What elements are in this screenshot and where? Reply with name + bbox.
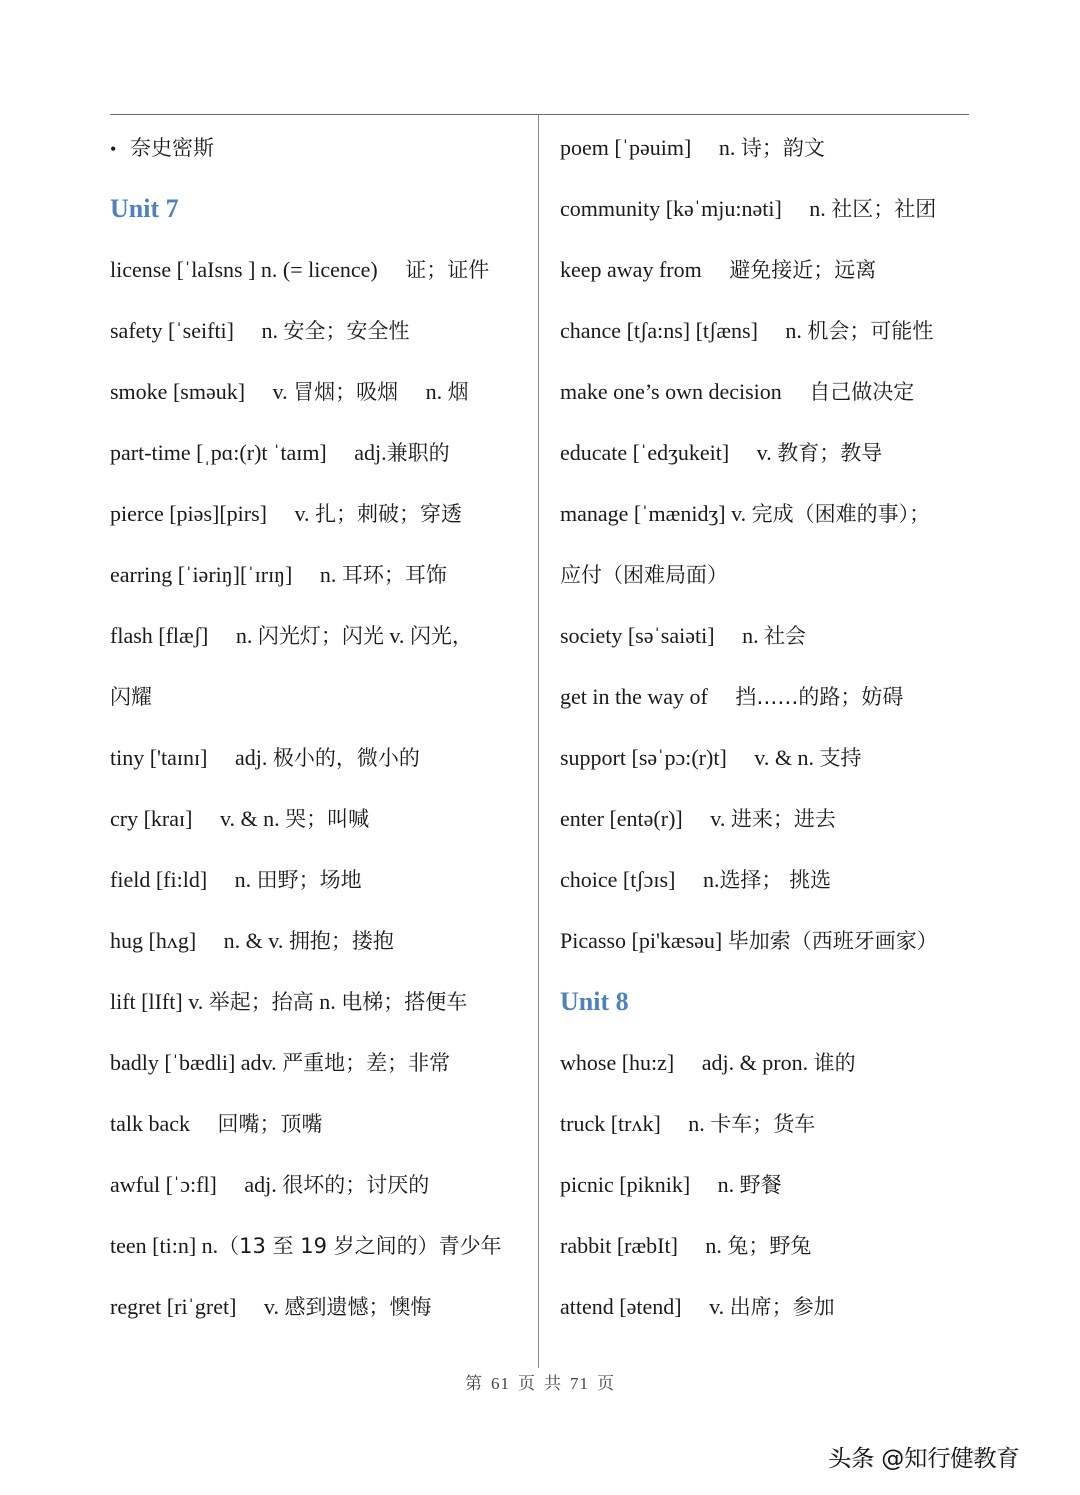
unit-8-heading-row: [560, 971, 980, 1032]
vocab-meaning: （13 至 19 岁之间的）青少年: [218, 1234, 502, 1258]
vocab-entry: [560, 1093, 980, 1154]
vocab-word: enter: [560, 806, 604, 831]
vocab-pos: v.: [709, 1294, 725, 1319]
vocab-word: support: [560, 745, 626, 770]
vocab-ipa: [lIft]: [141, 989, 183, 1014]
vocab-pos: n.: [742, 623, 759, 648]
vocab-ipa: [səˈpɔ:(r)t]: [631, 745, 727, 770]
vocab-meaning: 兼职的: [386, 441, 450, 465]
vocab-pos: n.: [261, 318, 278, 343]
vocab-entry: [560, 422, 980, 483]
vocab-entry: [110, 239, 530, 300]
vocab-ipa: [səˈsaiəti]: [627, 623, 715, 648]
vocab-word: picnic: [560, 1172, 614, 1197]
vocab-pos: v.: [756, 440, 772, 465]
vocab-word: community: [560, 196, 661, 221]
vocab-ipa: [kəˈmju:nəti]: [665, 196, 782, 221]
vocab-pos-2: n.: [425, 379, 443, 404]
vocab-entry: [110, 1093, 530, 1154]
vocab-meaning: 完成（困难的事）；: [751, 502, 931, 526]
footer-prefix: 第: [465, 1374, 483, 1393]
vocab-ipa: [ˈlaIsns ]: [176, 257, 256, 282]
vocab-entry: [560, 361, 980, 422]
vocab-meaning: 社会: [764, 624, 807, 648]
vocab-meaning: 闪光灯；闪光: [257, 624, 384, 648]
vocab-word: get in the way of: [560, 684, 708, 709]
vocab-pos: n.: [717, 1172, 735, 1197]
vocab-meaning: 卡车；货车: [710, 1112, 816, 1136]
vocab-pos: n.: [702, 867, 720, 892]
vocab-entry: [560, 117, 980, 178]
vocab-word: teen: [110, 1233, 147, 1258]
vocab-word: tiny: [110, 745, 145, 770]
vocab-word: awful: [110, 1172, 161, 1197]
vocab-pos: n. (= licence): [260, 257, 378, 282]
vocab-word: earring: [110, 562, 173, 587]
vocab-pos: n. & v.: [223, 928, 284, 953]
vocab-meaning: 感到遗憾；懊悔: [284, 1295, 432, 1319]
vocab-meaning: 拥抱；搂抱: [288, 929, 394, 953]
vocab-meaning: 毕加索（西班牙画家）: [727, 929, 938, 953]
vocab-meaning: 机会；可能性: [807, 319, 934, 343]
vocab-meaning-2: 电梯；搭便车: [341, 990, 468, 1014]
vocab-pos: adj.: [234, 745, 268, 770]
vocab-word: chance: [560, 318, 622, 343]
vocab-meaning: 很坏的；讨厌的: [282, 1173, 430, 1197]
vocab-ipa: [piknik]: [619, 1172, 691, 1197]
vocab-word: badly: [110, 1050, 159, 1075]
vocab-ipa: [flæʃ]: [158, 623, 209, 648]
vocab-entry: [110, 483, 530, 544]
vocab-pos: v.: [731, 501, 747, 526]
vocab-word: hug: [110, 928, 143, 953]
vocab-entry: [560, 1276, 980, 1337]
vocab-meaning: 兔；野兔: [727, 1234, 812, 1258]
vocab-meaning: 田野；场地: [256, 868, 362, 892]
current-page-number: 61: [491, 1374, 510, 1393]
vocab-entry: [110, 727, 530, 788]
vocab-ipa: [ti:n]: [152, 1233, 197, 1258]
vocab-word: license: [110, 257, 172, 282]
vocab-ipa: [sməuk]: [172, 379, 246, 404]
vocab-ipa: [fi:ld]: [155, 867, 208, 892]
vocab-entry: [110, 971, 530, 1032]
vocab-pos: adj.: [244, 1172, 277, 1197]
vocab-ipa: [riˈgret]: [166, 1294, 237, 1319]
vocab-ipa: [pi'kæsəu]: [631, 928, 723, 953]
vocab-ipa: [tʃɔɪs]: [622, 867, 676, 892]
vocab-pos: v.: [710, 806, 726, 831]
vocab-ipa: [ətend]: [619, 1294, 682, 1319]
vocab-word: rabbit: [560, 1233, 612, 1258]
vocab-ipa: [ˈseifti]: [168, 318, 234, 343]
footer-page-word: 页: [518, 1374, 536, 1393]
vocab-ipa: [kraɪ]: [143, 806, 193, 831]
vocab-pos: adj.: [354, 440, 387, 465]
vocab-entry: [560, 1032, 980, 1093]
vocab-pos: n.: [785, 318, 802, 343]
column-divider: [538, 115, 539, 1368]
vocab-ipa: [tʃa:ns] [tʃæns]: [626, 318, 758, 343]
vocab-meaning: 举起；抬高: [208, 990, 314, 1014]
vocab-entry: [560, 788, 980, 849]
vocab-word: safety: [110, 318, 163, 343]
footer-total-word: 共: [544, 1374, 562, 1393]
unit-7-heading: Unit 7: [110, 194, 179, 223]
vocab-entry: [110, 788, 530, 849]
vocab-word: educate: [560, 440, 628, 465]
vocab-meaning: 谁的: [813, 1051, 856, 1075]
vocab-ipa: [ˈbædli]: [164, 1050, 236, 1075]
vocab-entry: [560, 1215, 980, 1276]
vocab-meaning: 进来；进去: [730, 807, 836, 831]
vocab-pos: adv.: [240, 1050, 277, 1075]
vocab-entry: [560, 727, 980, 788]
vocab-pos: n.: [688, 1111, 705, 1136]
vocab-meaning: 教育；教导: [777, 441, 883, 465]
vocab-word: truck: [560, 1111, 606, 1136]
vocab-meaning: 扎；刺破；穿透: [315, 502, 463, 526]
vocab-word: choice: [560, 867, 618, 892]
vocab-meaning: 耳环；耳饰: [341, 563, 447, 587]
vocab-word: regret: [110, 1294, 162, 1319]
vocab-word: poem: [560, 135, 609, 160]
vocab-pos: n.: [809, 196, 826, 221]
bullet-text: 奈史密斯: [130, 136, 214, 160]
vocab-pos-2: n.: [319, 989, 336, 1014]
vocab-entry: [560, 300, 980, 361]
vocab-meaning: 支持: [819, 746, 862, 770]
bullet-icon: •: [110, 139, 117, 159]
vocab-pos: v.: [294, 501, 310, 526]
vocab-pos-2: v.: [389, 623, 405, 648]
vocab-word: make one’s own decision: [560, 379, 782, 404]
vocab-pos: adj. & pron.: [701, 1050, 809, 1075]
vocab-word: Picasso: [560, 928, 626, 953]
vocab-word: manage: [560, 501, 629, 526]
bullet-item: [110, 117, 530, 178]
unit-8-heading: Unit 8: [560, 987, 629, 1016]
vocab-entry: [110, 544, 530, 605]
total-pages-number: 71: [570, 1374, 589, 1393]
vocab-word: talk back: [110, 1111, 191, 1136]
vocab-word: part-time: [110, 440, 191, 465]
unit-7-heading-row: [110, 178, 530, 239]
vocab-pos: v. & n.: [754, 745, 814, 770]
vocab-entry: [560, 1154, 980, 1215]
vocab-meaning: 避免接近；远离: [729, 258, 877, 282]
vocab-word: attend: [560, 1294, 614, 1319]
vocab-word: cry: [110, 806, 139, 831]
vocab-pos: n.: [718, 135, 736, 160]
vocab-ipa: [ˌpɑ:(r)t ˈtaɪm]: [196, 440, 327, 465]
vocab-entry: [110, 1215, 530, 1276]
vocab-entry-continuation: [560, 544, 980, 605]
vocab-ipa: [ˈedʒukeit]: [632, 440, 730, 465]
header-rule: [110, 114, 969, 115]
vocab-ipa: ['taɪnɪ]: [149, 745, 208, 770]
vocab-entry: [560, 483, 980, 544]
vocab-word: smoke: [110, 379, 168, 404]
vocab-word: whose: [560, 1050, 617, 1075]
vocab-word: pierce: [110, 501, 164, 526]
vocab-meaning: 野餐: [739, 1173, 782, 1197]
vocab-word: keep away from: [560, 257, 702, 282]
vocab-meaning: 证；证件: [405, 258, 490, 282]
vocab-entry: [110, 1032, 530, 1093]
vocab-pos: v.: [188, 989, 204, 1014]
vocab-meaning: 出席；参加: [729, 1295, 835, 1319]
vocab-meaning: 严重地；差；非常: [282, 1051, 451, 1075]
vocab-entry: [110, 1154, 530, 1215]
vocab-entry: [110, 849, 530, 910]
vocab-ipa: [ræbIt]: [616, 1233, 678, 1258]
vocab-pos: n.: [235, 623, 253, 648]
vocab-pos: n.: [705, 1233, 722, 1258]
vocab-ipa: [hu:z]: [621, 1050, 675, 1075]
vocab-meaning: 哭；叫喊: [285, 807, 370, 831]
vocab-pos: v.: [272, 379, 288, 404]
vocab-entry-continuation: [110, 666, 530, 727]
vocab-meaning-2: 烟: [447, 380, 469, 404]
vocab-meaning: 挡……的路；妨碍: [735, 685, 904, 709]
vocab-entry: [560, 910, 980, 971]
vocab-ipa: [ˈpəuim]: [614, 135, 692, 160]
vocab-meaning-continuation: 闪耀: [110, 685, 152, 709]
left-column: [110, 117, 530, 1337]
vocab-meaning-2: 闪光，: [409, 624, 473, 648]
vocab-ipa: [trʌk]: [610, 1111, 661, 1136]
vocab-meaning: 安全；安全性: [283, 319, 410, 343]
vocab-pos: v.: [263, 1294, 279, 1319]
vocab-meaning: 极小的，微小的: [272, 746, 420, 770]
vocab-meaning: 自己做决定: [809, 380, 915, 404]
vocab-word: society: [560, 623, 623, 648]
vocab-word: flash: [110, 623, 153, 648]
vocab-entry: [110, 605, 530, 666]
vocab-pos: v. & n.: [219, 806, 280, 831]
vocab-entry: [110, 1276, 530, 1337]
vocab-ipa: [ˈɔ:fl]: [165, 1172, 217, 1197]
right-column: [560, 117, 980, 1337]
vocab-word: field: [110, 867, 151, 892]
vocab-pos: n.: [319, 562, 337, 587]
vocab-meaning: 回嘴；顶嘴: [217, 1112, 323, 1136]
vocab-ipa: [ˈmænidʒ]: [633, 501, 726, 526]
vocab-meaning: 诗；韵文: [740, 136, 825, 160]
vocab-ipa: [hʌg]: [148, 928, 197, 953]
vocab-entry: [560, 178, 980, 239]
page-footer: [0, 1369, 1080, 1394]
vocab-meaning: 社区；社团: [831, 197, 937, 221]
vocab-entry: [560, 666, 980, 727]
vocab-entry: [110, 910, 530, 971]
vocab-ipa: [piəs][pirs]: [169, 501, 267, 526]
vocab-entry: [560, 605, 980, 666]
vocab-entry: [110, 361, 530, 422]
vocab-entry: [560, 849, 980, 910]
vocab-word: lift: [110, 989, 136, 1014]
vocab-meaning: 选择； 挑选: [719, 868, 832, 892]
vocab-ipa: [entə(r)]: [609, 806, 683, 831]
vocab-pos: n.: [234, 867, 252, 892]
vocab-meaning-continuation: 应付（困难局面）: [560, 563, 728, 587]
vocab-meaning: 冒烟；吸烟: [293, 380, 399, 404]
watermark: 头条 @知行健教育: [828, 1446, 1020, 1472]
vocab-pos: n.: [201, 1233, 219, 1258]
vocab-entry: [560, 239, 980, 300]
vocab-ipa: [ˈiəriŋ][ˈɪrɪŋ]: [177, 562, 293, 587]
vocab-entry: [110, 422, 530, 483]
vocab-entry: [110, 300, 530, 361]
footer-suffix: 页: [597, 1374, 615, 1393]
